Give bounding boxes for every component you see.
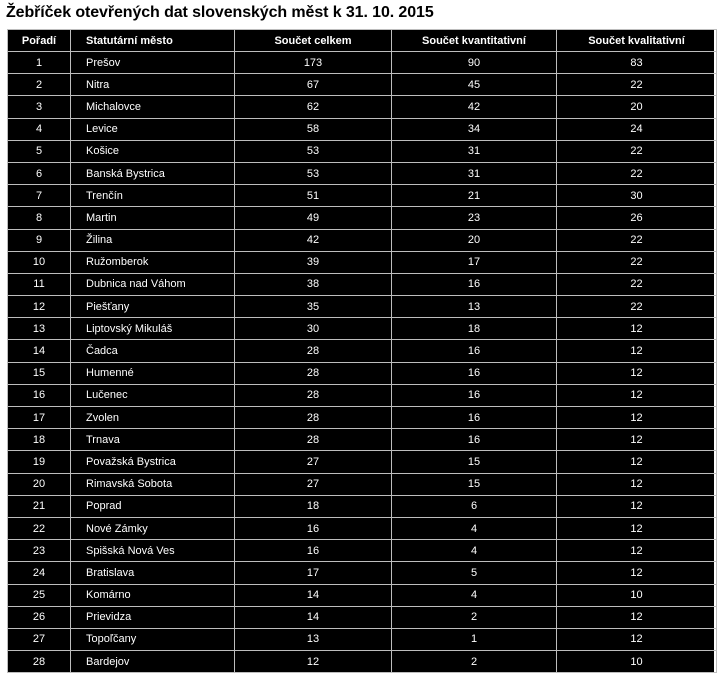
table-row — [8, 628, 717, 650]
table-row — [8, 562, 717, 584]
cell-quantitative: 21 — [392, 185, 557, 207]
cell-total: 28 — [235, 340, 392, 362]
cell-quantitative: 16 — [392, 407, 557, 429]
cell-city: Bratislava — [71, 562, 235, 584]
cell-quantitative: 16 — [392, 429, 557, 451]
cell-qualitative: 12 — [557, 340, 717, 362]
cell-quantitative: 16 — [392, 273, 557, 295]
cell-quantitative: 23 — [392, 207, 557, 229]
cell-quantitative: 2 — [392, 606, 557, 628]
cell-quantitative: 5 — [392, 562, 557, 584]
header-quantitative: Součet kvantitativní — [392, 30, 557, 52]
table-row — [8, 74, 717, 96]
cell-total: 12 — [235, 651, 392, 673]
cell-quantitative: 42 — [392, 96, 557, 118]
cell-qualitative: 10 — [557, 584, 717, 606]
table-row — [8, 296, 717, 318]
cell-qualitative: 22 — [557, 296, 717, 318]
cell-rank: 6 — [8, 162, 71, 184]
cell-rank: 22 — [8, 517, 71, 539]
cell-city: Prievidza — [71, 606, 235, 628]
cell-rank: 3 — [8, 96, 71, 118]
cell-quantitative: 34 — [392, 118, 557, 140]
header-rank: Pořadí — [8, 30, 71, 52]
cell-qualitative: 22 — [557, 251, 717, 273]
table-row — [8, 540, 717, 562]
ranking-table-container — [6, 28, 715, 674]
cell-total: 14 — [235, 584, 392, 606]
cell-total: 16 — [235, 540, 392, 562]
cell-qualitative: 12 — [557, 473, 717, 495]
cell-total: 13 — [235, 628, 392, 650]
cell-total: 62 — [235, 96, 392, 118]
cell-quantitative: 6 — [392, 495, 557, 517]
cell-city: Považská Bystrica — [71, 451, 235, 473]
cell-total: 30 — [235, 318, 392, 340]
cell-qualitative: 12 — [557, 517, 717, 539]
cell-qualitative: 24 — [557, 118, 717, 140]
cell-total: 18 — [235, 495, 392, 517]
cell-quantitative: 4 — [392, 540, 557, 562]
cell-qualitative: 12 — [557, 362, 717, 384]
table-row — [8, 517, 717, 539]
cell-total: 28 — [235, 362, 392, 384]
cell-qualitative: 30 — [557, 185, 717, 207]
cell-qualitative: 83 — [557, 52, 717, 74]
cell-qualitative: 26 — [557, 207, 717, 229]
cell-quantitative: 16 — [392, 340, 557, 362]
cell-quantitative: 16 — [392, 362, 557, 384]
cell-total: 53 — [235, 140, 392, 162]
cell-total: 49 — [235, 207, 392, 229]
cell-rank: 13 — [8, 318, 71, 340]
cell-total: 42 — [235, 229, 392, 251]
cell-total: 35 — [235, 296, 392, 318]
cell-rank: 19 — [8, 451, 71, 473]
cell-city: Martin — [71, 207, 235, 229]
cell-city: Košice — [71, 140, 235, 162]
cell-qualitative: 12 — [557, 562, 717, 584]
table-row — [8, 606, 717, 628]
table-row — [8, 140, 717, 162]
cell-city: Komárno — [71, 584, 235, 606]
cell-city: Rimavská Sobota — [71, 473, 235, 495]
cell-qualitative: 12 — [557, 495, 717, 517]
cell-quantitative: 18 — [392, 318, 557, 340]
cell-quantitative: 90 — [392, 52, 557, 74]
cell-city: Levice — [71, 118, 235, 140]
cell-city: Topoľčany — [71, 628, 235, 650]
cell-city: Nitra — [71, 74, 235, 96]
cell-rank: 14 — [8, 340, 71, 362]
cell-total: 14 — [235, 606, 392, 628]
cell-qualitative: 12 — [557, 318, 717, 340]
cell-qualitative: 22 — [557, 273, 717, 295]
cell-city: Poprad — [71, 495, 235, 517]
cell-city: Trnava — [71, 429, 235, 451]
cell-qualitative: 22 — [557, 229, 717, 251]
table-row — [8, 340, 717, 362]
table-header-row — [8, 30, 717, 52]
cell-qualitative: 12 — [557, 606, 717, 628]
cell-rank: 7 — [8, 185, 71, 207]
cell-rank: 8 — [8, 207, 71, 229]
cell-total: 28 — [235, 407, 392, 429]
cell-quantitative: 4 — [392, 517, 557, 539]
table-row — [8, 429, 717, 451]
cell-quantitative: 4 — [392, 584, 557, 606]
table-row — [8, 584, 717, 606]
cell-total: 39 — [235, 251, 392, 273]
ranking-table — [7, 29, 717, 673]
cell-qualitative: 20 — [557, 96, 717, 118]
cell-qualitative: 12 — [557, 628, 717, 650]
cell-quantitative: 17 — [392, 251, 557, 273]
table-row — [8, 118, 717, 140]
table-body — [8, 52, 717, 673]
cell-total: 27 — [235, 473, 392, 495]
cell-quantitative: 45 — [392, 74, 557, 96]
cell-city: Trenčín — [71, 185, 235, 207]
cell-rank: 1 — [8, 52, 71, 74]
cell-city: Spišská Nová Ves — [71, 540, 235, 562]
cell-rank: 25 — [8, 584, 71, 606]
cell-qualitative: 22 — [557, 140, 717, 162]
header-city: Statutární město — [71, 30, 235, 52]
cell-city: Žilina — [71, 229, 235, 251]
cell-quantitative: 16 — [392, 384, 557, 406]
table-row — [8, 162, 717, 184]
cell-city: Humenné — [71, 362, 235, 384]
cell-qualitative: 12 — [557, 540, 717, 562]
cell-total: 17 — [235, 562, 392, 584]
cell-city: Prešov — [71, 52, 235, 74]
cell-rank: 5 — [8, 140, 71, 162]
table-row — [8, 495, 717, 517]
table-row — [8, 251, 717, 273]
cell-rank: 21 — [8, 495, 71, 517]
cell-quantitative: 2 — [392, 651, 557, 673]
cell-total: 51 — [235, 185, 392, 207]
cell-rank: 12 — [8, 296, 71, 318]
table-row — [8, 318, 717, 340]
cell-city: Zvolen — [71, 407, 235, 429]
cell-qualitative: 12 — [557, 429, 717, 451]
cell-total: 38 — [235, 273, 392, 295]
cell-quantitative: 31 — [392, 162, 557, 184]
cell-rank: 15 — [8, 362, 71, 384]
cell-city: Banská Bystrica — [71, 162, 235, 184]
cell-total: 28 — [235, 429, 392, 451]
header-qualitative: Součet kvalitativní — [557, 30, 717, 52]
cell-city: Michalovce — [71, 96, 235, 118]
cell-quantitative: 13 — [392, 296, 557, 318]
cell-qualitative: 12 — [557, 451, 717, 473]
table-row — [8, 273, 717, 295]
cell-quantitative: 31 — [392, 140, 557, 162]
cell-city: Piešťany — [71, 296, 235, 318]
cell-total: 27 — [235, 451, 392, 473]
cell-quantitative: 15 — [392, 451, 557, 473]
table-row — [8, 207, 717, 229]
cell-rank: 27 — [8, 628, 71, 650]
table-row — [8, 185, 717, 207]
cell-city: Čadca — [71, 340, 235, 362]
cell-total: 58 — [235, 118, 392, 140]
cell-city: Bardejov — [71, 651, 235, 673]
cell-rank: 24 — [8, 562, 71, 584]
cell-city: Dubnica nad Váhom — [71, 273, 235, 295]
table-row — [8, 362, 717, 384]
cell-rank: 23 — [8, 540, 71, 562]
page-title: Žebříček otevřených dat slovenských měst k 31. 10. 2015 — [6, 4, 434, 21]
table-row — [8, 651, 717, 673]
cell-qualitative: 12 — [557, 407, 717, 429]
cell-rank: 18 — [8, 429, 71, 451]
cell-rank: 26 — [8, 606, 71, 628]
cell-rank: 16 — [8, 384, 71, 406]
cell-city: Ružomberok — [71, 251, 235, 273]
cell-qualitative: 12 — [557, 384, 717, 406]
cell-total: 67 — [235, 74, 392, 96]
cell-quantitative: 15 — [392, 473, 557, 495]
cell-total: 173 — [235, 52, 392, 74]
cell-city: Nové Zámky — [71, 517, 235, 539]
cell-rank: 11 — [8, 273, 71, 295]
cell-rank: 10 — [8, 251, 71, 273]
header-total: Součet celkem — [235, 30, 392, 52]
cell-rank: 2 — [8, 74, 71, 96]
cell-qualitative: 22 — [557, 74, 717, 96]
table-row — [8, 407, 717, 429]
cell-rank: 4 — [8, 118, 71, 140]
table-row — [8, 473, 717, 495]
cell-total: 16 — [235, 517, 392, 539]
cell-quantitative: 1 — [392, 628, 557, 650]
cell-quantitative: 20 — [392, 229, 557, 251]
cell-city: Liptovský Mikuláš — [71, 318, 235, 340]
cell-total: 28 — [235, 384, 392, 406]
table-row — [8, 384, 717, 406]
table-row — [8, 451, 717, 473]
cell-qualitative: 22 — [557, 162, 717, 184]
cell-qualitative: 10 — [557, 651, 717, 673]
cell-rank: 20 — [8, 473, 71, 495]
table-row — [8, 96, 717, 118]
cell-rank: 28 — [8, 651, 71, 673]
table-row — [8, 52, 717, 74]
cell-total: 53 — [235, 162, 392, 184]
cell-rank: 17 — [8, 407, 71, 429]
cell-city: Lučenec — [71, 384, 235, 406]
cell-rank: 9 — [8, 229, 71, 251]
table-row — [8, 229, 717, 251]
